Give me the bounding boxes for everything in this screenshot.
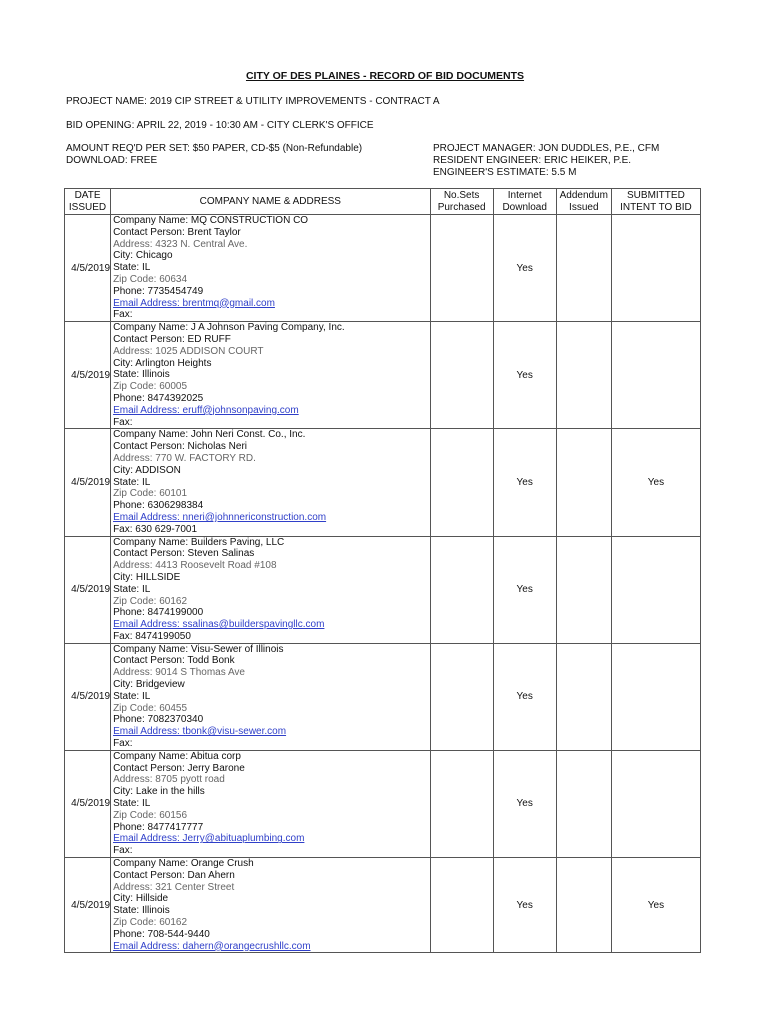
addendum-issued [556, 322, 611, 429]
header-date-line2: ISSUED [68, 201, 107, 213]
header-submitted-line2: INTENT TO BID [620, 201, 692, 213]
company-name: Company Name: J A Johnson Paving Company, Inc. [113, 322, 345, 334]
project-manager: PROJECT MANAGER: JON DUDDLES, P.E., CFM [433, 143, 660, 154]
company-address: Address: 4323 N. Central Ave. [113, 238, 248, 250]
header-date-line1: DATE [74, 189, 101, 201]
addendum-issued [556, 536, 611, 643]
company-city: City: Bridgeview [113, 679, 185, 691]
table-row [65, 322, 701, 429]
company-contact: Contact Person: Todd Bonk [113, 655, 235, 667]
company-city: City: HILLSIDE [113, 571, 181, 583]
company-email-link[interactable]: Email Address: tbonk@visu-sewer.com [113, 726, 287, 738]
company-state: State: Illinois [113, 369, 170, 381]
company-state: State: IL [113, 690, 151, 702]
company-state: State: IL [113, 798, 151, 810]
company-phone: Phone: 7735454749 [113, 285, 204, 297]
date-issued: 4/5/2019 [65, 322, 111, 429]
company-phone: Phone: 708-544-9440 [113, 928, 210, 940]
date-issued: 4/5/2019 [65, 750, 111, 857]
header-addendum-issued [556, 189, 611, 215]
header-company-label: COMPANY NAME & ADDRESS [199, 195, 341, 207]
table-row [65, 643, 701, 750]
submitted-intent [611, 215, 700, 322]
internet-download: Yes [493, 750, 556, 857]
sets-purchased [430, 750, 493, 857]
submitted-intent [611, 322, 700, 429]
company-details [111, 322, 431, 429]
header-sets-line1: No.Sets [443, 189, 480, 201]
company-name: Company Name: Visu-Sewer of Illinois [113, 643, 284, 655]
addendum-issued [556, 858, 611, 953]
date-issued: 4/5/2019 [65, 429, 111, 536]
table-row [65, 429, 701, 536]
company-state: State: IL [113, 262, 151, 274]
table-body [65, 215, 701, 953]
company-address: Address: 321 Center Street [113, 881, 235, 893]
download-fee: DOWNLOAD: FREE [66, 155, 158, 166]
header-sets-purchased [430, 189, 493, 215]
company-zip: Zip Code: 60156 [113, 809, 188, 821]
company-name: Company Name: Builders Paving, LLC [113, 536, 285, 548]
header-addendum-line1: Addendum [559, 189, 608, 201]
internet-download: Yes [493, 858, 556, 953]
table-row [65, 750, 701, 857]
company-zip: Zip Code: 60162 [113, 595, 188, 607]
company-contact: Contact Person: Steven Salinas [113, 548, 255, 560]
company-fax: Fax: [113, 416, 133, 428]
company-phone: Phone: 8477417777 [113, 821, 204, 833]
company-city: City: Arlington Heights [113, 357, 212, 369]
sets-purchased [430, 322, 493, 429]
company-email-link[interactable]: Email Address: Jerry@abituaplumbing.com [113, 833, 305, 845]
company-details [111, 215, 431, 322]
company-email-link[interactable]: Email Address: dahern@orangecrushllc.com [113, 940, 311, 952]
header-submitted-intent [611, 189, 700, 215]
submitted-intent: Yes [611, 858, 700, 953]
addendum-issued [556, 429, 611, 536]
company-fax: Fax: [113, 738, 133, 750]
sets-purchased [430, 536, 493, 643]
company-fax: Fax: 630 629-7001 [113, 523, 198, 535]
company-phone: Phone: 8474392025 [113, 392, 204, 404]
internet-download: Yes [493, 643, 556, 750]
company-city: City: Hillside [113, 893, 169, 905]
engineers-estimate: ENGINEER'S ESTIMATE: 5.5 M [433, 167, 577, 178]
company-zip: Zip Code: 60162 [113, 917, 188, 929]
company-fax: Fax: 8474199050 [113, 630, 191, 642]
company-details [111, 429, 431, 536]
submitted-intent [611, 536, 700, 643]
company-address: Address: 9014 S Thomas Ave [113, 667, 245, 679]
company-contact: Contact Person: ED RUFF [113, 333, 231, 345]
sets-purchased [430, 858, 493, 953]
company-zip: Zip Code: 60005 [113, 381, 188, 393]
company-zip: Zip Code: 60455 [113, 702, 188, 714]
company-details [111, 643, 431, 750]
header-company [111, 189, 431, 215]
date-issued: 4/5/2019 [65, 858, 111, 953]
company-address: Address: 1025 ADDISON COURT [113, 345, 264, 357]
internet-download: Yes [493, 215, 556, 322]
header-download-line1: Internet [507, 189, 542, 201]
date-issued: 4/5/2019 [65, 536, 111, 643]
company-state: State: Illinois [113, 905, 170, 917]
company-email-link[interactable]: Email Address: nneri@johnnericonstruction.com [113, 511, 327, 523]
company-contact: Contact Person: Jerry Barone [113, 762, 245, 774]
internet-download: Yes [493, 429, 556, 536]
company-name: Company Name: Abitua corp [113, 750, 241, 762]
company-zip: Zip Code: 60634 [113, 273, 188, 285]
company-fax: Fax: [113, 845, 133, 857]
submitted-intent: Yes [611, 429, 700, 536]
company-address: Address: 4413 Roosevelt Road #108 [113, 560, 277, 572]
project-name: PROJECT NAME: 2019 CIP STREET & UTILITY IMPROVEMENTS - CONTRACT A [66, 96, 440, 107]
header-date-issued [65, 189, 111, 215]
company-city: City: ADDISON [113, 464, 181, 476]
header-addendum-line2: Issued [569, 201, 599, 213]
company-name: Company Name: Orange Crush [113, 858, 254, 870]
bid-record-table [64, 188, 701, 953]
header-submitted-line1: SUBMITTED [627, 189, 685, 201]
resident-engineer: RESIDENT ENGINEER: ERIC HEIKER, P.E. [433, 155, 632, 166]
sets-purchased [430, 429, 493, 536]
company-details [111, 858, 431, 953]
submitted-intent [611, 643, 700, 750]
table-header-row [65, 189, 701, 215]
company-phone: Phone: 7082370340 [113, 714, 204, 726]
company-zip: Zip Code: 60101 [113, 488, 188, 500]
header-download-line2: Download [502, 201, 547, 213]
company-state: State: IL [113, 476, 151, 488]
bid-opening: BID OPENING: APRIL 22, 2019 - 10:30 AM - CITY CLERK'S OFFICE [66, 120, 374, 131]
addendum-issued [556, 750, 611, 857]
company-city: City: Lake in the hills [113, 786, 205, 798]
company-fax: Fax: [113, 309, 133, 321]
table-row [65, 536, 701, 643]
sets-purchased [430, 215, 493, 322]
date-issued: 4/5/2019 [65, 215, 111, 322]
submitted-intent [611, 750, 700, 857]
sets-purchased [430, 643, 493, 750]
document-title: CITY OF DES PLAINES - RECORD OF BID DOCUMENTS [245, 70, 525, 82]
internet-download: Yes [493, 536, 556, 643]
table-row [65, 215, 701, 322]
company-name: Company Name: MQ CONSTRUCTION CO [113, 215, 309, 226]
company-name: Company Name: John Neri Const. Co., Inc. [113, 429, 306, 441]
company-phone: Phone: 6306298384 [113, 500, 204, 512]
addendum-issued [556, 215, 611, 322]
company-email-link[interactable]: Email Address: brentmq@gmail.com [113, 297, 275, 309]
company-details [111, 750, 431, 857]
company-state: State: IL [113, 583, 151, 595]
date-issued: 4/5/2019 [65, 643, 111, 750]
company-address: Address: 8705 pyott road [113, 774, 225, 786]
amount-per-set: AMOUNT REQ'D PER SET: $50 PAPER, CD-$5 (Non-Refundable) [66, 143, 363, 154]
company-phone: Phone: 8474199000 [113, 607, 204, 619]
internet-download: Yes [493, 322, 556, 429]
company-contact: Contact Person: Dan Ahern [113, 869, 235, 881]
company-details [111, 536, 431, 643]
header-sets-line2: Purchased [437, 201, 486, 213]
company-contact: Contact Person: Nicholas Neri [113, 441, 248, 453]
company-city: City: Chicago [113, 250, 173, 262]
header-internet-download [493, 189, 556, 215]
addendum-issued [556, 643, 611, 750]
company-address: Address: 770 W. FACTORY RD. [113, 452, 256, 464]
company-email-link[interactable]: Email Address: eruff@johnsonpaving.com [113, 404, 299, 416]
table-row [65, 858, 701, 953]
company-email-link[interactable]: Email Address: ssalinas@builderspavingllc.com [113, 619, 325, 631]
company-contact: Contact Person: Brent Taylor [113, 226, 241, 238]
